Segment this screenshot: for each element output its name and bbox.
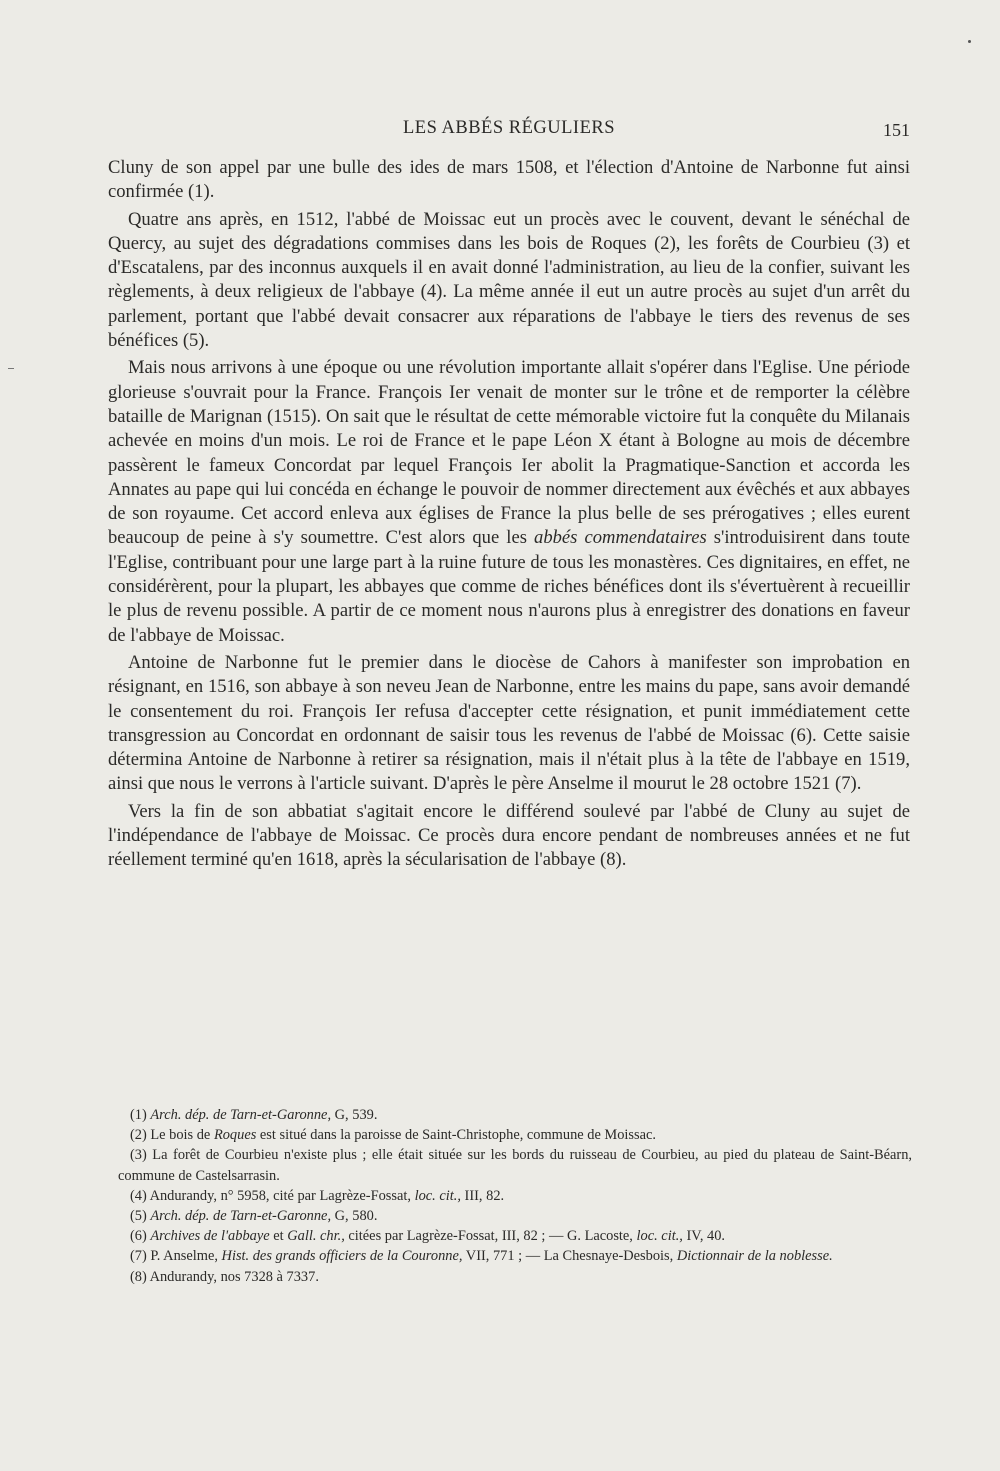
- footnote-1: [118, 1105, 912, 1125]
- footnote-6-text-1: et: [273, 1228, 284, 1245]
- footnotes: [118, 1105, 912, 1287]
- footnote-7-emphasis-2: Dictionnair de la noblesse.: [676, 1248, 833, 1265]
- footnote-4-text-a: (4) Andurandy, n° 5958, cité par Lagrèze-Fossat,: [130, 1187, 411, 1204]
- footnote-1-source: Arch. dép. de Tarn-et-Garonne,: [150, 1107, 332, 1123]
- footnote-1-marker: (1): [130, 1107, 147, 1123]
- footnote-1-ref: G, 539.: [334, 1107, 378, 1123]
- paragraph-3: [108, 356, 910, 648]
- footnote-4: [118, 1186, 912, 1206]
- footnote-7-text-a: (7) P. Anselme,: [130, 1248, 218, 1265]
- footnote-4-emphasis: loc. cit.,: [414, 1187, 461, 1204]
- margin-mark: [8, 368, 14, 369]
- footnote-5-source: Arch. dép. de Tarn-et-Garonne,: [150, 1208, 332, 1225]
- footnote-4-text-b: III, 82.: [464, 1187, 505, 1204]
- paragraph-5: Vers la fin de son abbatiat s'agitait encore le différend soulevé par l'abbé de Cluny au sujet de l'indépendance de l'abbaye de Moissac. Ce procès dura encore pendant de nombreuses années et ne fut réellement terminé qu'en 1618, après la sécularisation de l'abbaye (8).: [108, 800, 910, 871]
- footnote-2-text-b: est situé dans la paroisse de Saint-Christophe, commune de Moissac.: [259, 1127, 656, 1144]
- footnote-6-emphasis-3: loc. cit.,: [636, 1228, 683, 1245]
- print-speck: [968, 40, 971, 43]
- footnote-2-text-a: (2) Le bois de: [130, 1127, 211, 1144]
- footnote-6-emphasis-1: Archives de l'abbaye: [150, 1228, 270, 1245]
- body-text: [108, 156, 910, 876]
- paragraph-3-part-a: Mais nous arrivons à une époque ou une révolution importante allait s'opérer dans l'Eglise. Une période glorieuse s'ouvrait pour la France. François Ier venait de monter sur le trône et de remporter la célèbre bataille de Marignan (1515). On sait que le résultat de cette mémorable victoire fut la conquête du Milanais achevée en moins d'un mois. Le roi de France et le pape Léon X étant à Bologne au mois de décembre passèrent le fameux Concordat par lequel François Ier abolit la Pragmatique-Sanction et accorda les Annates au pape qui lui concéda en échange le pouvoir de nommer directement aux évêchés et aux abbayes de son royaume. Cet accord enleva aux églises de France la plus belle de ses prérogatives ; elles eurent beaucoup de peine à s'y soumettre. C'est alors que les: [108, 357, 910, 549]
- footnote-5-marker: (5): [130, 1208, 147, 1225]
- footnote-2: [118, 1125, 912, 1145]
- footnote-6-text-3: IV, 40.: [686, 1228, 726, 1245]
- paragraph-4: Antoine de Narbonne fut le premier dans le diocèse de Cahors à manifester son improbation en résignant, en 1516, son abbaye à son neveu Jean de Narbonne, entre les mains du pape, sans avoir demandé le consentement du roi. François Ier refusa d'accepter cette résignation, et punit immédiatement cette transgression au Concordat en ordonnant de saisir tous les revenus de l'abbé de Moissac (6). Cette saisie détermina Antoine de Narbonne à retirer sa résignation, mais il n'était plus à la tête de l'abbaye en 1519, ainsi que nous le verrons à l'article suivant. D'après le père Anselme il mourut le 28 octobre 1521 (7).: [108, 651, 910, 795]
- footnote-6-marker: (6): [130, 1228, 147, 1245]
- footnote-7-emphasis-1: Hist. des grands officiers de la Couronne,: [221, 1248, 463, 1265]
- page-number: 151: [883, 120, 910, 140]
- footnote-5-ref: G, 580.: [334, 1208, 378, 1225]
- paragraph-1: Cluny de son appel par une bulle des ides de mars 1508, et l'élection d'Antoine de Narbonne fut ainsi confirmée (1).: [108, 157, 910, 203]
- footnote-3: (3) La forêt de Courbieu n'existe plus ; elle était située sur les bords du ruisseau de Courbieu, au pied du plateau de Saint-Béarn, commune de Castelsarrasin.: [118, 1147, 912, 1184]
- paragraph-3-part-b: s'introduisirent dans toute l'Eglise, contribuant pour une large part à la ruine future de tous les monastères. Ces dignitaires, en effet, ne considérèrent, pour la plupart, les abbayes que comme de riches bénéfices dont ils s'évertuèrent à recueillir le plus de revenu possible. A partir de ce moment nous n'aurons plus à enregistrer des donations en faveur de l'abbaye de Moissac.: [108, 527, 910, 646]
- footnote-7-text-b: VII, 771 ; — La Chesnaye-Desbois,: [465, 1248, 674, 1265]
- footnote-8: (8) Andurandy, nos 7328 à 7337.: [130, 1268, 319, 1285]
- running-title: LES ABBÉS RÉGULIERS: [403, 118, 615, 138]
- footnote-5: [118, 1206, 912, 1226]
- footnote-6: [118, 1226, 912, 1246]
- footnote-6-text-2: citées par Lagrèze-Fossat, III, 82 ; — G. Lacoste,: [348, 1228, 633, 1245]
- footnote-6-emphasis-2: Gall. chr.,: [287, 1228, 345, 1245]
- footnote-7: [118, 1246, 912, 1266]
- footnote-2-emphasis: Roques: [213, 1127, 257, 1144]
- paragraph-2: Quatre ans après, en 1512, l'abbé de Moissac eut un procès avec le couvent, devant le sénéchal de Quercy, au sujet des dégradations commises dans les bois de Roques (2), les forêts de Courbieu (3) et d'Escatalens, par des inconnus auxquels il en avait donné l'administration, au lieu de la confier, suivant les règlements, à deux religieux de l'abbaye (4). La même année il eut un autre procès au sujet d'un arrêt du parlement, portant que l'abbé devait consacrer aux réparations de l'abbaye le tiers des revenus de ses bénéfices (5).: [108, 208, 910, 352]
- paragraph-3-emphasis: abbés commendataires: [534, 527, 707, 549]
- running-head: [108, 118, 910, 144]
